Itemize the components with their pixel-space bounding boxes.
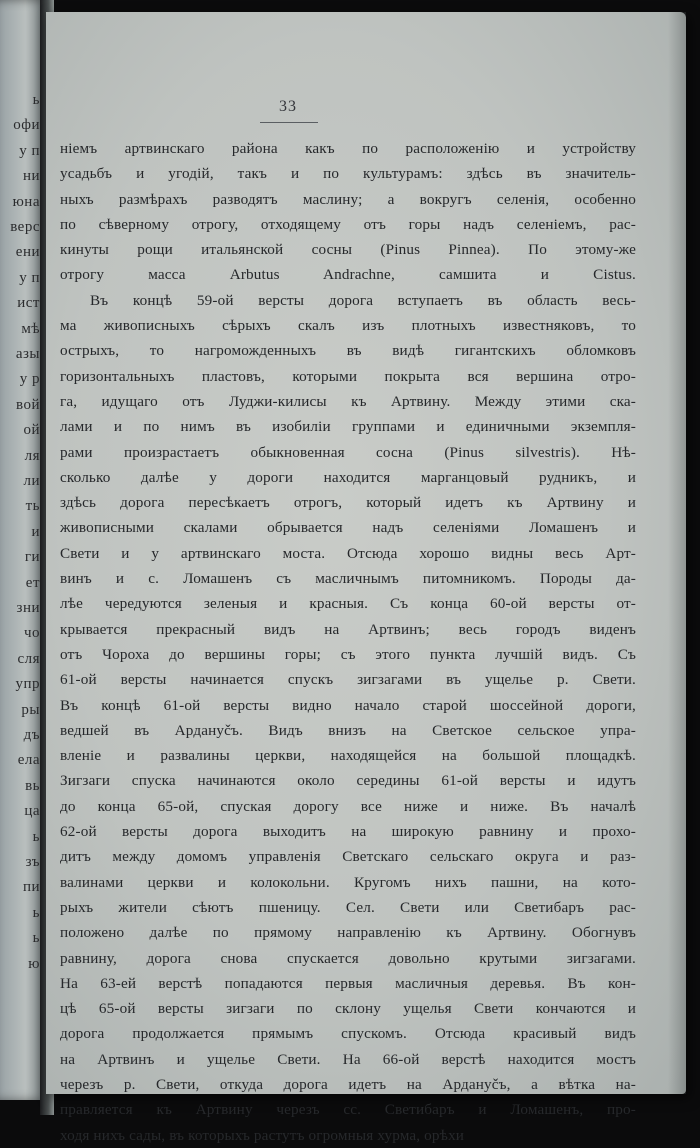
text-line: На 63-ей верстѣ попадаются первыя масличныя деревья. Въ кон- xyxy=(60,974,636,992)
text-line: черезъ р. Свети, откуда дорога идетъ на Ардануčъ, а вѣтка на- xyxy=(60,1075,636,1093)
text-line: отъ Чороха до вершины горы; съ этого пункта лучшій видъ. Съ xyxy=(60,645,636,663)
text-line: цѣ 65-ой версты зигзаги по склону ущелья Свети кончаются и xyxy=(60,1000,636,1018)
text-line: 61-ой версты начинается спускъ зигзагами въ ущелье р. Свети. xyxy=(60,671,636,689)
facing-page-fragment: ь xyxy=(32,930,40,947)
text-line: положено далѣе по прямому направленію къ Артвину. Обогнувъ xyxy=(60,924,636,942)
facing-page-fragment: ли xyxy=(23,473,40,489)
facing-page-fragment: ой xyxy=(23,422,40,439)
facing-page-fragment: сля xyxy=(17,650,40,667)
text-line: острыхъ, то нагроможденныхъ въ видѣ гигантскихъ обломковъ xyxy=(60,342,636,360)
text-line: живописными скалами обрывается надъ селеніями Ломашенъ и xyxy=(60,519,636,537)
text-line: дитъ между домомъ управленія Светскаго сельскаго округа и раз- xyxy=(60,848,636,866)
facing-page-fragment: зъ xyxy=(25,854,40,870)
text-line: равнину, дорога снова спускается довольно крутыми зигзагами. xyxy=(60,949,636,967)
text-line: ныхъ размѣрахъ разводятъ маслину; а вокругъ селенія, особенно xyxy=(60,190,636,208)
text-line: ма живописныхъ сѣрыхъ скалъ изъ плотныхъ известняковъ, то xyxy=(60,317,636,335)
text-line: сколько далѣе у дороги находится марганцовый рудникъ, и xyxy=(60,468,636,486)
text-line: 62-ой версты дорога выходитъ на широкую равнину и прохо- xyxy=(60,823,636,841)
text-line: здѣсь дорога пересѣкаетъ отрогъ, который идетъ къ Артвину и xyxy=(60,494,636,512)
facing-page-fragment: ть xyxy=(25,498,40,515)
facing-page-fragment: ист xyxy=(17,295,40,312)
facing-page-fragment: ни xyxy=(22,168,40,185)
facing-page-fragment: и xyxy=(31,523,40,540)
text-line: рыхъ жители сѣютъ пшеницу. Сел. Свети или Светибаръ рас- xyxy=(60,898,636,916)
text-line: Въ концѣ 61-ой версты видно начало старой шоссейной дороги, xyxy=(60,696,636,714)
facing-page-fragment: у п xyxy=(19,142,40,159)
facing-page-fragment: ры xyxy=(21,701,40,718)
facing-page-fragment: ела xyxy=(17,752,40,769)
facing-page-fragment: ь xyxy=(32,92,40,108)
text-line: по сѣверному отрогу, отходящему отъ горы надъ селеніемъ, рас- xyxy=(60,215,636,233)
body-text xyxy=(60,136,636,1148)
facing-page-fragment: ги xyxy=(24,549,40,566)
text-line: на Артвинъ и ущелье Свети. На 66-ой верстѣ находится мостъ xyxy=(60,1050,636,1068)
facing-page-fragment: чо xyxy=(23,625,40,642)
text-line: Въ концѣ 59-ой версты дорога вступаетъ въ область весь- xyxy=(90,291,636,309)
facing-page-fragment: ь xyxy=(32,904,40,921)
text-line: отрогу масса Arbutus Andrachne, самшита и Cistus. xyxy=(60,266,636,284)
facing-page-fragment: ля xyxy=(24,447,40,464)
text-line: вленіе и развалины церкви, находящейся на большой площадкѣ. xyxy=(60,747,636,765)
facing-page-fragment: мѣ xyxy=(21,320,40,337)
facing-page-fragment: вь xyxy=(25,777,40,794)
text-line: дорога продолжается прямымъ спускомъ. Отсюда красивый видъ xyxy=(60,1025,636,1043)
text-line: горизонтальныхъ пластовъ, которыми покрыта вся вершина отро- xyxy=(60,367,636,385)
text-line: рами произрастаетъ обыкновенная сосна (Pinus silvestris). Нѣ- xyxy=(60,443,636,461)
text-line: лами и по нимъ въ изобиліи группами и единичными экземпля- xyxy=(60,418,636,436)
page-edge-shadow xyxy=(668,12,686,1094)
facing-page-fragment: у п xyxy=(19,269,40,286)
page-number: 33 xyxy=(279,98,297,115)
text-line: ніемъ артвинскаго района какъ по расположенію и устройству xyxy=(60,140,636,157)
text-line: ходя нихъ сады, въ которыхъ растутъ огромныя хурма, орѣхи xyxy=(60,1126,465,1144)
facing-page-fragment: азы xyxy=(15,346,40,362)
facing-page-fragment: ь xyxy=(32,828,40,845)
text-line: га, идущаго отъ Луджи-килисы къ Артвину. Между этими ска- xyxy=(60,392,636,410)
facing-page-fragment: ца xyxy=(24,803,40,820)
facing-page-fragment: ет xyxy=(25,574,40,591)
text-line: до конца 65-ой, спуская дорогу все ниже и ниже. Въ началѣ xyxy=(60,797,636,815)
facing-page-fragment: юна xyxy=(12,193,40,210)
facing-page-fragment: ю xyxy=(28,955,40,972)
text-line: винъ и с. Ломашенъ съ масличнымъ питомникомъ. Породы да- xyxy=(60,570,636,588)
text-line: Свети и у артвинскаго моста. Отсюда хорошо видны весь Арт- xyxy=(60,544,636,562)
text-line: Зигзаги спуска начинаются около середины 61-ой версты и идутъ xyxy=(60,772,636,790)
text-line: валинами церкви и колокольни. Кругомъ нихъ пашни, на кото- xyxy=(60,873,636,891)
facing-page-fragment: у р xyxy=(19,371,40,388)
facing-page-fragment: верс xyxy=(10,219,40,235)
facing-page-fragment: упр xyxy=(15,676,40,693)
text-line: кинуты рощи итальянской сосны (Pinus Pinnea). По этому-же xyxy=(60,241,636,259)
book-page xyxy=(46,12,686,1144)
text-line: ведшей въ Ардануčъ. Видъ внизъ на Светское сельское упра- xyxy=(60,721,636,739)
facing-page-fragment: офи xyxy=(13,117,40,134)
text-line: лѣе чередуются зеленыя и красныя. Съ конца 60-ой версты от- xyxy=(60,595,636,613)
facing-page-fragment: дъ xyxy=(23,727,40,743)
text-line: правляется къ Артвину черезъ сс. Светибаръ и Ломашенъ, про- xyxy=(60,1101,636,1119)
text-line: крывается прекрасный видъ на Артвинъ; весь городъ виденъ xyxy=(60,620,636,638)
facing-page-fragment: зни xyxy=(16,600,40,616)
facing-page-fragment: вой xyxy=(15,396,40,413)
facing-page-fragment: ени xyxy=(15,244,40,261)
facing-page-fragment: пи xyxy=(22,879,40,896)
page-number-rule xyxy=(260,122,318,123)
text-line: усадьбъ и угодій, такъ и по культурамъ: здѣсь въ значитель- xyxy=(60,165,636,183)
